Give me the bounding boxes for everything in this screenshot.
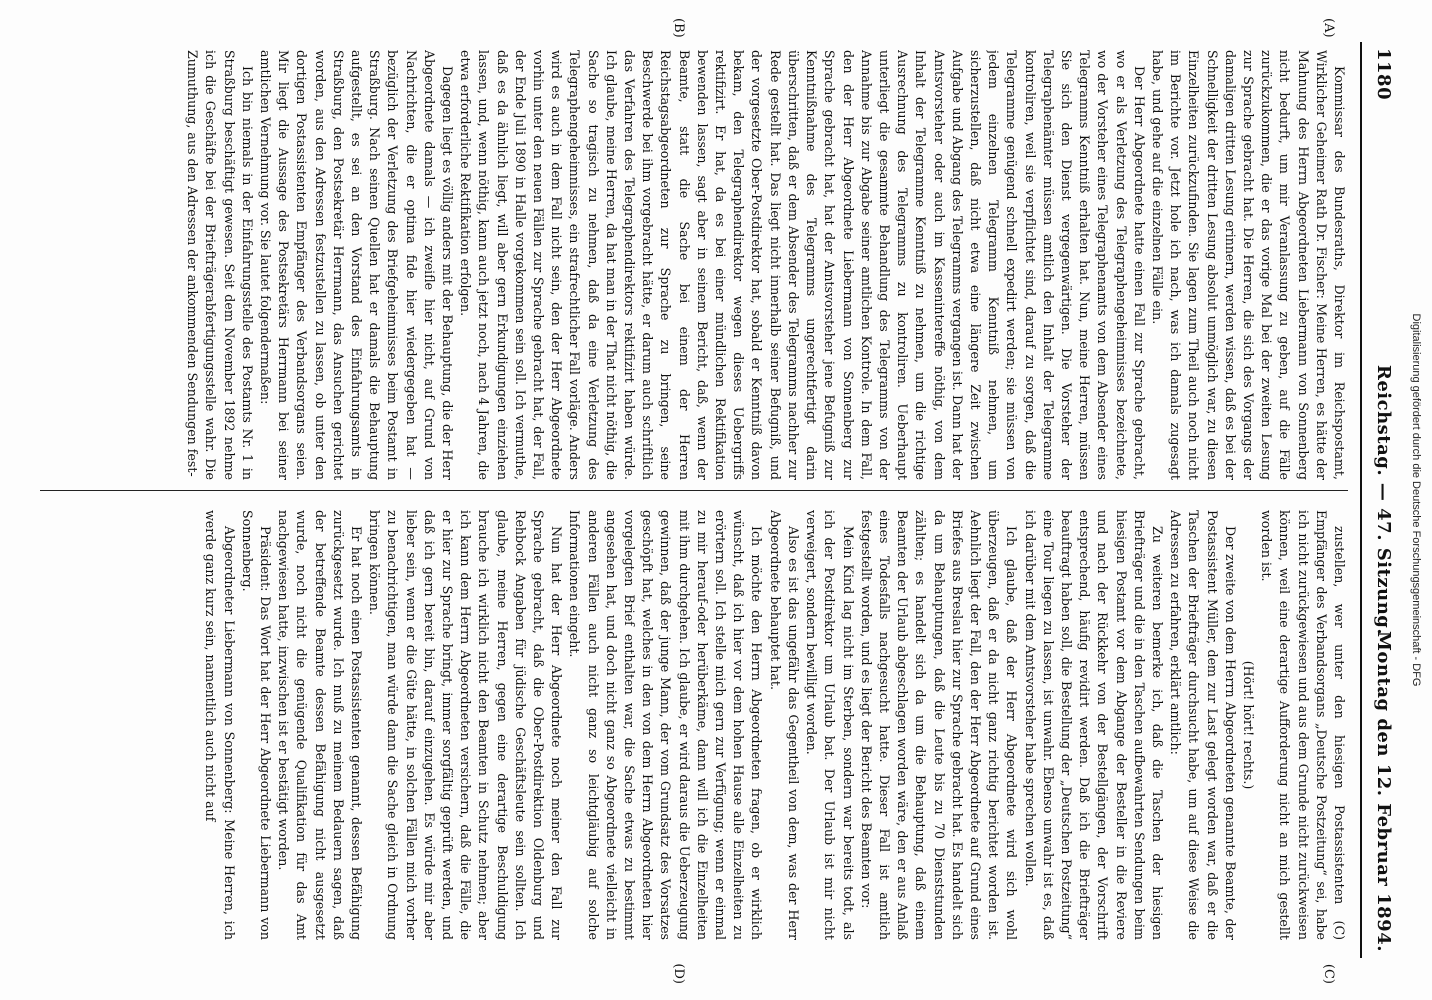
digitization-credit-text: Digitalisierung gefördert durch die Deutsche Forschungsgemeinschaft - DFG xyxy=(1410,313,1422,687)
president-statement: Präsident: Das Wort hat der Herr Abgeordnete Liebermann von Sonnenberg. xyxy=(239,510,274,940)
section-marker-d: (D) xyxy=(671,963,686,984)
page-number: 1180 xyxy=(1373,48,1394,101)
section-marker-c: (C) xyxy=(1321,963,1336,984)
quoted-statement-continued: zustellen, wer unter den hiesigen Postassistenten (C) Empfänger des Verbandsorgans „Deutsche Postzeitung“ sei, habe ich nicht zurückgewiesen und aus dem Grunde nicht zurückweisen können, weil eine derartige Aufforderung nicht an mich gestellt worden ist. xyxy=(1259,510,1347,940)
paragraph-breslau-case: Ich glaube, daß der Herr Abgeordnete wird sich wohl überzeugen, daß er da nicht ganz richtig berichtet worden ist. Aehnlich liegt der Fall, den der Herr Abgeordnete auf Grund eines Briefes aus Breslau hier zur Sprache gebracht hat. Es handelt sich da um Behauptungen, daß die Leute bis zu 70 Dienststunden zählten; es handelt sich da um die Behauptung, daß einem Beamten der Urlaub abgeschlagen worden wäre, den er aus Anlaß eines Todesfalls nachgesucht hatte. Dieser Fall ist amtlich festgestellt worden, und es liegt der Bericht des Beamten vor: xyxy=(858,510,1020,940)
header-rule xyxy=(1360,42,1362,958)
quoted-statement-urlaub: Mein Kind lag nicht im Sterben, sondern war bereits todt, als ich der Postdirektor um Urlaub bat. Der Urlaub ist mir nicht verweigert, sondern bewilligt worden. xyxy=(804,510,856,940)
speech-liebermann-start: Abgeordneter Liebermann von Sonnenberg: Meine Herren, ich werde ganz kurz sein, namentlich auch nicht auf xyxy=(203,510,237,940)
quoted-statement-mueller: Zu weiteren bemerke ich, daß die Taschen der hiesigen Briefträger und die in den Taschen aufbewahrten Sendungen beim hiesigen Postamt vor dem Abgange der Besteller in die Reviere und nach der Rückkehr von der Bestellgängen, der Vorschrift entsprechend, häufig revidirt werden. Daß ich die Briefträger beauftragt haben soll, die Bestellung der „Deutschen Postzeitung“ eine Tour liegen zu lassen, ist unwahr. Ebenso unwahr ist es, daß ich darüber mit dem Amtsvorsteher habe sprechen wollen. xyxy=(1022,510,1165,940)
paragraph-mueller: Der zweite von dem Herrn Abgeordneten genannte Beamte, der Postassistent Müller, dem zur Last gelegt worden war, daß er die Taschen der Briefträger durchsucht habe, um auf diese Weise die Adressen zu erfahren, erklärt amtlich: xyxy=(1168,510,1238,940)
left-column xyxy=(40,50,1348,480)
digitization-credit xyxy=(1404,0,1428,1000)
session-date: Montag den 12. Februar 1894. xyxy=(1373,630,1394,952)
interjection: (Hört! hört! rechts.) xyxy=(1240,660,1256,790)
speech-fischer-intro: Kommissar des Bundesraths, Direktor im Reichspostamt, Wirklicher Geheimer Rath Dr. Fischer: Meine Herren, es hätte der Mahnung des Herrn Abgeordneten Liebermann von Sonnenberg nicht bedurft, um mir Veranlassung zu geben, auf die Fälle zurückzukommen, die er das vorige Mal bei der zweiten Lesung zur Sprache gebracht hat. Die Herren, die sich des Vorgangs der damaligen dritten Lesung erinnern, werden wissen, daß es bei der Schnelligkeit der dritten Lesung absolut unmöglich war, zu diesen Einzelheiten zurückzufinden. Sie lagen zum Theil auch noch nicht im Berichte vor. Jetzt hole ich nach, was ich damals zugesagt habe, und gehe auf die einzelnen Fälle ein. xyxy=(1149,50,1347,480)
paragraph-conclusion-1: Also es ist das ungefähr das Gegentheil von dem, was der Herr Abgeordnete behauptet hat. xyxy=(767,510,801,940)
quoted-statement-herrmann: Ich bin niemals in der Einfahrungsstelle des Postamts Nr. 1 in Straßburg beschäftigt gewesen. Seit dem November 1892 nehme ich die Geschäfte bei der Briefträgerabfertigungsstelle wahr. Die Zumuthung, aus den Adressen der ankommenden Sendungen fest- xyxy=(185,50,255,480)
column-divider xyxy=(40,490,1348,491)
section-marker-b: (B) xyxy=(671,18,686,38)
rotated-document-page xyxy=(26,18,1406,984)
paragraph-oldenburg: Nun hat der Herr Abgeordnete noch meiner den Fall zur Sprache gebracht, daß die Ober-Postdirektion Oldenburg und Rehbock Angaben für jüdische Geschäftsleute sein sollten. Ich glaube, meine Herren, gegen eine derartige Beschuldigung brauche ich wirklich nicht den Beamten in Schutz nehmen; aber ich kann dem Herrn Abgeordneten versichern, daß die Fälle, die er hier zur Sprache bringt, immer sorgfältig geprüft werden, und daß ich gern bereit bin, darauf einzugehen. Es würde mir aber lieber sein, wenn er die Güte hätte, in solchen Fällen mich vorher zu benachrichtigen, man würde dann die Sache gleich in Ordnung bringen können. xyxy=(367,510,565,940)
paragraph-strassburg-case: Dagegen liegt es völlig anders mit der Behauptung, die der Herr Abgeordnete damals — ich zweifle hier nicht, auf Grund von Nachrichten, die er optima fide hier wiedergegeben hat — bezüglich der Verletzung des Briefgeheimnisses beim Postamt in Straßburg. Nach seinen Quellen hat er damals die Behauptung aufgestellt, es sei an den Vorstand des Einfahrungsamts in Straßburg, den Postsekretär Herrmann, das Ansuchen gerichtet worden, aus den Adressen festzustellen zu lassen, ob unter den dortigen Postassistenten Empfänger des Verbandsorgans seien. Mir liegt die Aussage des Postsekretärs Herrmann bei seiner amtlichen Vernehmung vor. Sie lautet folgendermaßen: xyxy=(258,50,456,480)
paragraph-telegraph-case: Der Herr Abgeordnete hatte einen Fall zur Sprache gebracht, wo er als Verletzung des Telegraphengeheimnisses bezeichnete, wo der Vorsteher eines Telegraphenamts von dem Absender eines Telegramms Kenntniß erhalten hat. Nun, meine Herren, müssen Sie sich den Dienst vergegenwärtigen. Die Vorsteher der Telegraphenämter müssen amtlich den Inhalt der Telegramme kontroliren, weil sie verpflichtet sind, darauf zu sorgen, daß die Telegramme genügend schnell expedirt werden; sie müssen von jedem einzelnen Telegramm Kenntniß nehmen, um sicherzustellen, daß nicht etwa eine längere Zeit zwischen Aufgabe und Abgang des Telegramms vergangen ist. Dann hat der Amtsvorsteher oder auch im Kassenintereffe nöthig, von dem Inhalt der Telegramme Kenntniß zu nehmen, um die richtige Ausrechnung des Telegramms zu kontroliren. Ueberhaupt unterliegt die gesammte Behandlung des Telegramms von der Annahme bis zur Abgabe seiner amtlichen Kontrole. In dem Fall, den der Herr Abgeordnete Liebermann von Sonnenberg zur Sprache gebracht hat, hat der Amtsvorsteher jene Befugniß zur Kenntnißnahme des Telegramms ungerechtfertigt darin überschritten, daß er dem Absender des Telegramms nachher zur Rede gestellt hat. Das liegt nicht innerhalb seiner Befugniß, und der vorgesetzte Ober-Postdirektor hat, sobald er Kenntniß davon bekam, den Telegraphendirektor wegen dieses Uebergriffs rektifizirt. Er hat, da es bei einer mündlichen Rektifikation bewenden lassen, sagt aber in seinem Bericht, daß, wenn der Beamte, statt die Sache bei einem der Herren Reichstagsabgeordneten zur Sprache zu bringen, seine Beschwerde bei ihm vorgebracht hätte, er darum auch schriftlich das Verfahren des Telegraphendirektors rektifizirt haben würde. Ich glaube, meine Herren, da hat man in der That nicht nöthig, die Sache so tragisch zu nehmen, daß da eine Verletzung des Telegraphengeheimnisses, ein strafrechtlicher Fall vorläge. Anders wird es auch in dem Fall nicht sein, den der Herr Abgeordnete vorhin unter den neuen Fällen zur Sprache gebracht hat, der Fall, der Ende Juli 1890 in Halle vorgekommen sein soll. Ich vermuthe, daß es da ähnlich liegt, will aber gern Erkundigungen einziehen lassen, und, wenn nöthig, kann auch jetzt noch, nach 4 Jahren, die etwa erforderliche Rektifikation erfolgen. xyxy=(458,50,1147,480)
running-header xyxy=(1364,42,1398,958)
session-title: Reichstag. — 47. Sitzung. xyxy=(1373,364,1394,636)
paragraph-offer: Ich möchte den Herrn Abgeordneten fragen, ob er wirklich wünscht, daß ich hier vor dem hohen Hause alle Einzelheiten zu erörtern soll. Ich stelle mich gern zur Verfügung; wenn er einmal zu mir herauf-oder herüberkäme, dann will ich die Einzelheiten mit ihm durchgehen. Ich glaube, er wird daraus die Ueberzeugung gewinnen, daß der junge Mann, der vom Grundsatz des Vorsatzes geschöpft hat, welches in den von dem Herrn Abgeordneten hier vorgelegten Brief enthalten war, die Sache etwas zu bestimmt angesehen hat, und doch nicht ganz so Abgeordnete vielleicht in anderen Fällen auch nicht ganz so leichtgläubig auf solche Informationen eingeht. xyxy=(567,510,765,940)
section-marker-a: (A) xyxy=(1321,18,1336,38)
paragraph-assistant: Er hat noch einen Postassistenten genannt, dessen Befähigung zurückgesetzt wurde. Ich muß zu meinem Bedauern sagen, daß der betreffende Beamte dessen Befähigung nicht ausgesetzt wurde, noch nicht die genügende Qualifikation für das Amt nachgewiesen hatte, inzwischen ist er bestätigt worden. xyxy=(276,510,365,940)
right-column xyxy=(40,510,1348,940)
